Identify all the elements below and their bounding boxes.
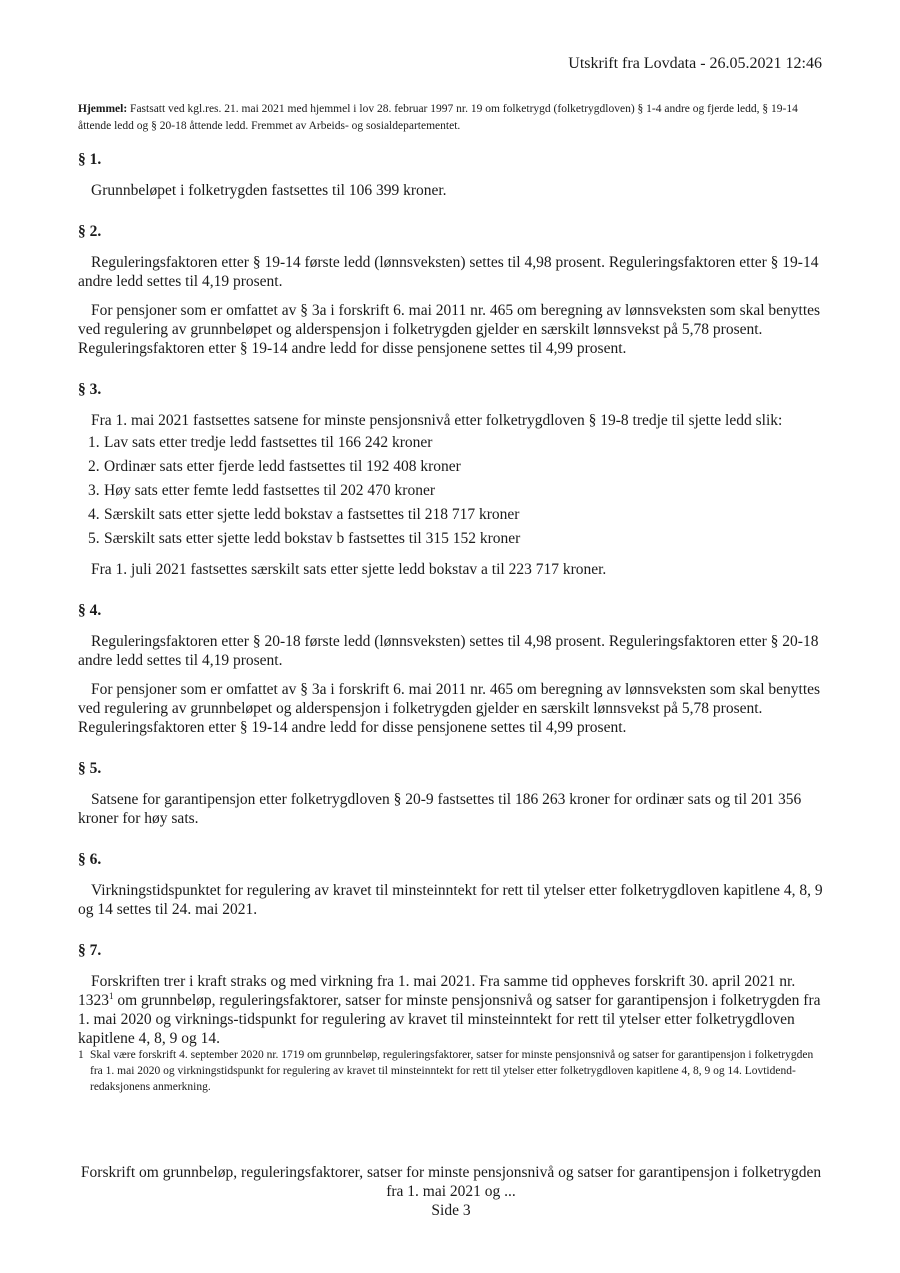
footer-title: Forskrift om grunnbeløp, reguleringsfaktorer, satser for minste pensjonsnivå og satser for garantipensjon i folketrygden fra 1. mai 2021 og ...	[80, 1164, 822, 1200]
rate-list	[78, 433, 824, 548]
paragraph: For pensjoner som er omfattet av § 3a i forskrift 6. mai 2011 nr. 465 om beregning av lønnsveksten som skal benyttes ved regulering av grunnbeløpet og alderspensjon i folketrygden gjelder en særskilt lønnsvekst på 5,78 prosent. Reguleringsfaktoren etter § 19-14 andre ledd for disse pensjonene settes til 4,99 prosent.	[78, 681, 821, 736]
list-item	[78, 529, 824, 548]
paragraph-text: Forskriften trer i kraft straks og med virkning fra 1. mai 2021. Fra samme tid oppheves forskrift 30. april 2021 nr. 1323	[78, 973, 796, 1009]
page-number: Side 3	[431, 1202, 471, 1219]
section-2	[78, 222, 824, 358]
regulation-body	[78, 150, 824, 1070]
footnote-reference[interactable]: 1	[109, 990, 114, 1001]
list-text: Høy sats etter femte ledd fastsettes til 202 470 kroner	[104, 482, 436, 499]
section-title: § 1.	[78, 151, 102, 168]
paragraph: Reguleringsfaktoren etter § 19-14 første ledd (lønnsveksten) settes til 4,98 prosent. Reguleringsfaktoren etter § 19-14 andre ledd settes til 4,19 prosent.	[78, 254, 819, 290]
section-title: § 3.	[78, 381, 102, 398]
paragraph: Grunnbeløpet i folketrygden fastsettes til 106 399 kroner.	[91, 182, 447, 199]
section-6	[78, 850, 824, 919]
list-number: 5.	[88, 530, 100, 547]
list-number: 3.	[88, 482, 100, 499]
paragraph	[78, 972, 824, 1048]
list-text: Særskilt sats etter sjette ledd bokstav b fastsettes til 315 152 kroner	[104, 530, 521, 547]
hjemmel-block	[78, 101, 826, 135]
paragraph: Satsene for garantipensjon etter folketrygdloven § 20-9 fastsettes til 186 263 kroner for ordinær sats og til 201 356 kroner for høy sats.	[78, 791, 802, 827]
list-item	[78, 433, 824, 452]
list-number: 1.	[88, 434, 100, 451]
list-number: 4.	[88, 506, 100, 523]
section-title: § 7.	[78, 942, 102, 959]
print-header: Utskrift fra Lovdata - 26.05.2021 12:46	[568, 55, 822, 72]
section-title: § 5.	[78, 760, 102, 777]
section-title: § 2.	[78, 223, 102, 240]
section-7	[78, 941, 824, 1048]
paragraph: Reguleringsfaktoren etter § 20-18 første ledd (lønnsveksten) settes til 4,98 prosent. Reguleringsfaktoren etter § 20-18 andre ledd settes til 4,19 prosent.	[78, 633, 819, 669]
section-1	[78, 150, 824, 200]
paragraph: Virkningstidspunktet for regulering av kravet til minsteinntekt for rett til ytelser etter folketrygdloven kapitlene 4, 8, 9 og 14 settes til 24. mai 2021.	[78, 882, 823, 918]
section-4	[78, 601, 824, 737]
list-item	[78, 457, 824, 476]
paragraph-text: om grunnbeløp, reguleringsfaktorer, satser for minste pensjonsnivå og satser for garantipensjon i folketrygden fra 1. mai 2020 og virknings-tidspunkt for regulering av kravet til minsteinntekt for rett til ytelser etter folketrygdloven kapitlene 4, 8, 9 og 14.	[78, 992, 821, 1047]
paragraph: Fra 1. mai 2021 fastsettes satsene for minste pensjonsnivå etter folketrygdloven § 19-8 tredje til sjette ledd slik:	[91, 412, 783, 429]
list-number: 2.	[88, 458, 100, 475]
section-title: § 4.	[78, 602, 102, 619]
footnote-number: 1	[78, 1049, 84, 1061]
footnote-text: Skal være forskrift 4. september 2020 nr. 1719 om grunnbeløp, reguleringsfaktorer, satser for minste pensjonsnivå og satser for garantipensjon i folketrygden fra 1. mai 2020 og virkningstidspunkt for regulering av kravet til minsteinntekt for rett til ytelser etter folketrygdloven kapitlene 4, 8, 9 og 14. Lovtidend-redaksjonens anmerkning.	[90, 1049, 814, 1093]
list-text: Ordinær sats etter fjerde ledd fastsettes til 192 408 kroner	[104, 458, 461, 475]
footnote	[78, 1047, 818, 1095]
section-3	[78, 380, 824, 579]
page-footer	[78, 1163, 824, 1220]
hjemmel-label: Hjemmel:	[78, 103, 128, 115]
hjemmel-text: Fastsatt ved kgl.res. 21. mai 2021 med hjemmel i lov 28. februar 1997 nr. 19 om folketrygd (folketrygdloven) § 1-4 andre og fjerde ledd, § 19-14 åttende ledd og § 20-18 åttende ledd. Fremmet av Arbeids- og sosialdepartementet.	[78, 103, 798, 132]
section-5	[78, 759, 824, 828]
list-text: Lav sats etter tredje ledd fastsettes til 166 242 kroner	[104, 434, 433, 451]
section-title: § 6.	[78, 851, 102, 868]
list-item	[78, 481, 824, 500]
paragraph: Fra 1. juli 2021 fastsettes særskilt sats etter sjette ledd bokstav a til 223 717 kroner.	[91, 561, 607, 578]
paragraph: For pensjoner som er omfattet av § 3a i forskrift 6. mai 2011 nr. 465 om beregning av lønnsveksten som skal benyttes ved regulering av grunnbeløpet og alderspensjon i folketrygden gjelder en særskilt lønnsvekst på 5,78 prosent. Reguleringsfaktoren etter § 19-14 andre ledd for disse pensjonene settes til 4,99 prosent.	[78, 302, 821, 357]
list-text: Særskilt sats etter sjette ledd bokstav a fastsettes til 218 717 kroner	[104, 506, 520, 523]
list-item	[78, 505, 824, 524]
